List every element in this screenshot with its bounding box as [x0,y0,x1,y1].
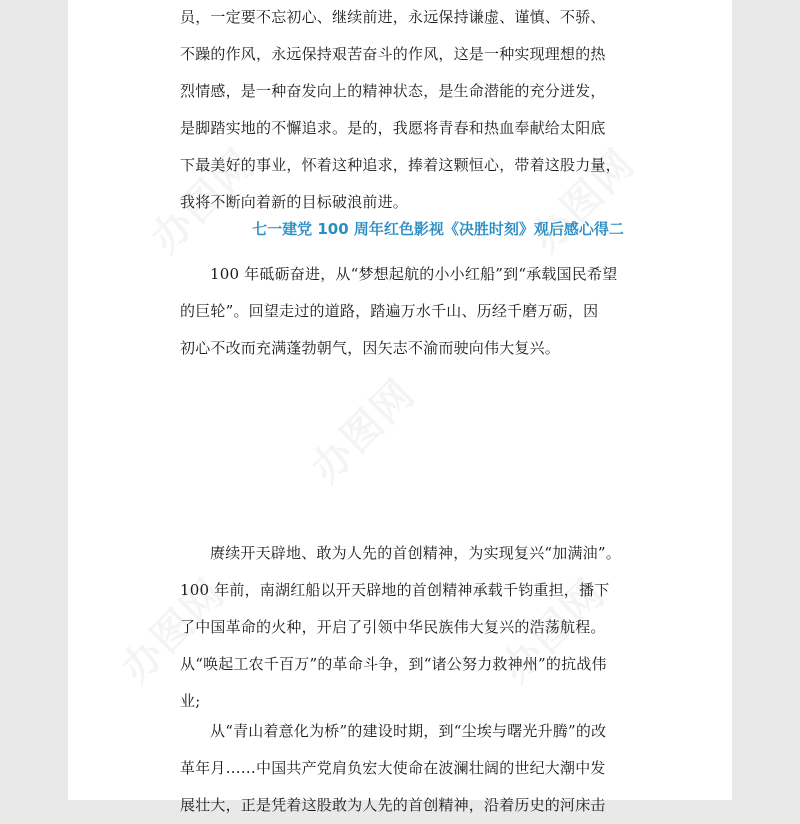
section-heading: 七一建党 100 周年红色影视《决胜时刻》观后感心得二 [252,220,624,238]
text-line: 赓续开天辟地、敢为人先的首创精神，为实现复兴“加满油”。 [210,544,621,562]
watermark [296,364,425,493]
text-line: 员，一定要不忘初心、继续前进，永远保持谦虚、谨慎、不骄、 [180,8,606,26]
text-line: 不躁的作风，永远保持艰苦奋斗的作风，这是一种实现理想的热 [180,45,606,63]
paragraph-3 [180,535,696,720]
paragraph-2 [180,256,696,367]
text-line: 100 年前，南湖红船以开天辟地的首创精神承载千钧重担，播下 [180,581,610,599]
text-line: 革年月……中国共产党肩负宏大使命在波澜壮阔的世纪大潮中发 [180,759,606,777]
text-line: 从“唤起工农千百万”的革命斗争，到“诸公努力救神州”的抗战伟 [180,655,607,673]
text-line: 100 年砥砺奋进，从“梦想起航的小小红船”到“承载国民希望 [210,265,618,283]
text-line: 业; [180,692,201,710]
paragraph-1 [180,0,696,221]
text-line: 从“青山着意化为桥”的建设时期，到“尘埃与曙光升腾”的改 [210,722,607,740]
paragraph-4 [180,713,696,824]
text-line: 是脚踏实地的不懈追求。是的，我愿将青春和热血奉献给太阳底 [180,119,606,137]
text-line: 我将不断向着新的目标破浪前进。 [180,193,409,211]
text-line: 下最美好的事业，怀着这种追求，捧着这颗恒心，带着这股力量， [180,156,621,174]
text-line: 的巨轮”。回望走过的道路，踏遍万水千山、历经千磨万砺，因 [180,302,599,320]
text-line: 烈情感，是一种奋发向上的精神状态，是生命潜能的充分迸发， [180,82,606,100]
text-line: 展壮大，正是凭着这股敢为人先的首创精神，沿着历史的河床击 [180,796,606,814]
document-page [68,0,732,814]
text-line: 初心不改而充满蓬勃朝气，因矢志不渝而驶向伟大复兴。 [180,339,561,357]
text-line: 了中国革命的火种，开启了引领中华民族伟大复兴的浩荡航程。 [180,618,606,636]
